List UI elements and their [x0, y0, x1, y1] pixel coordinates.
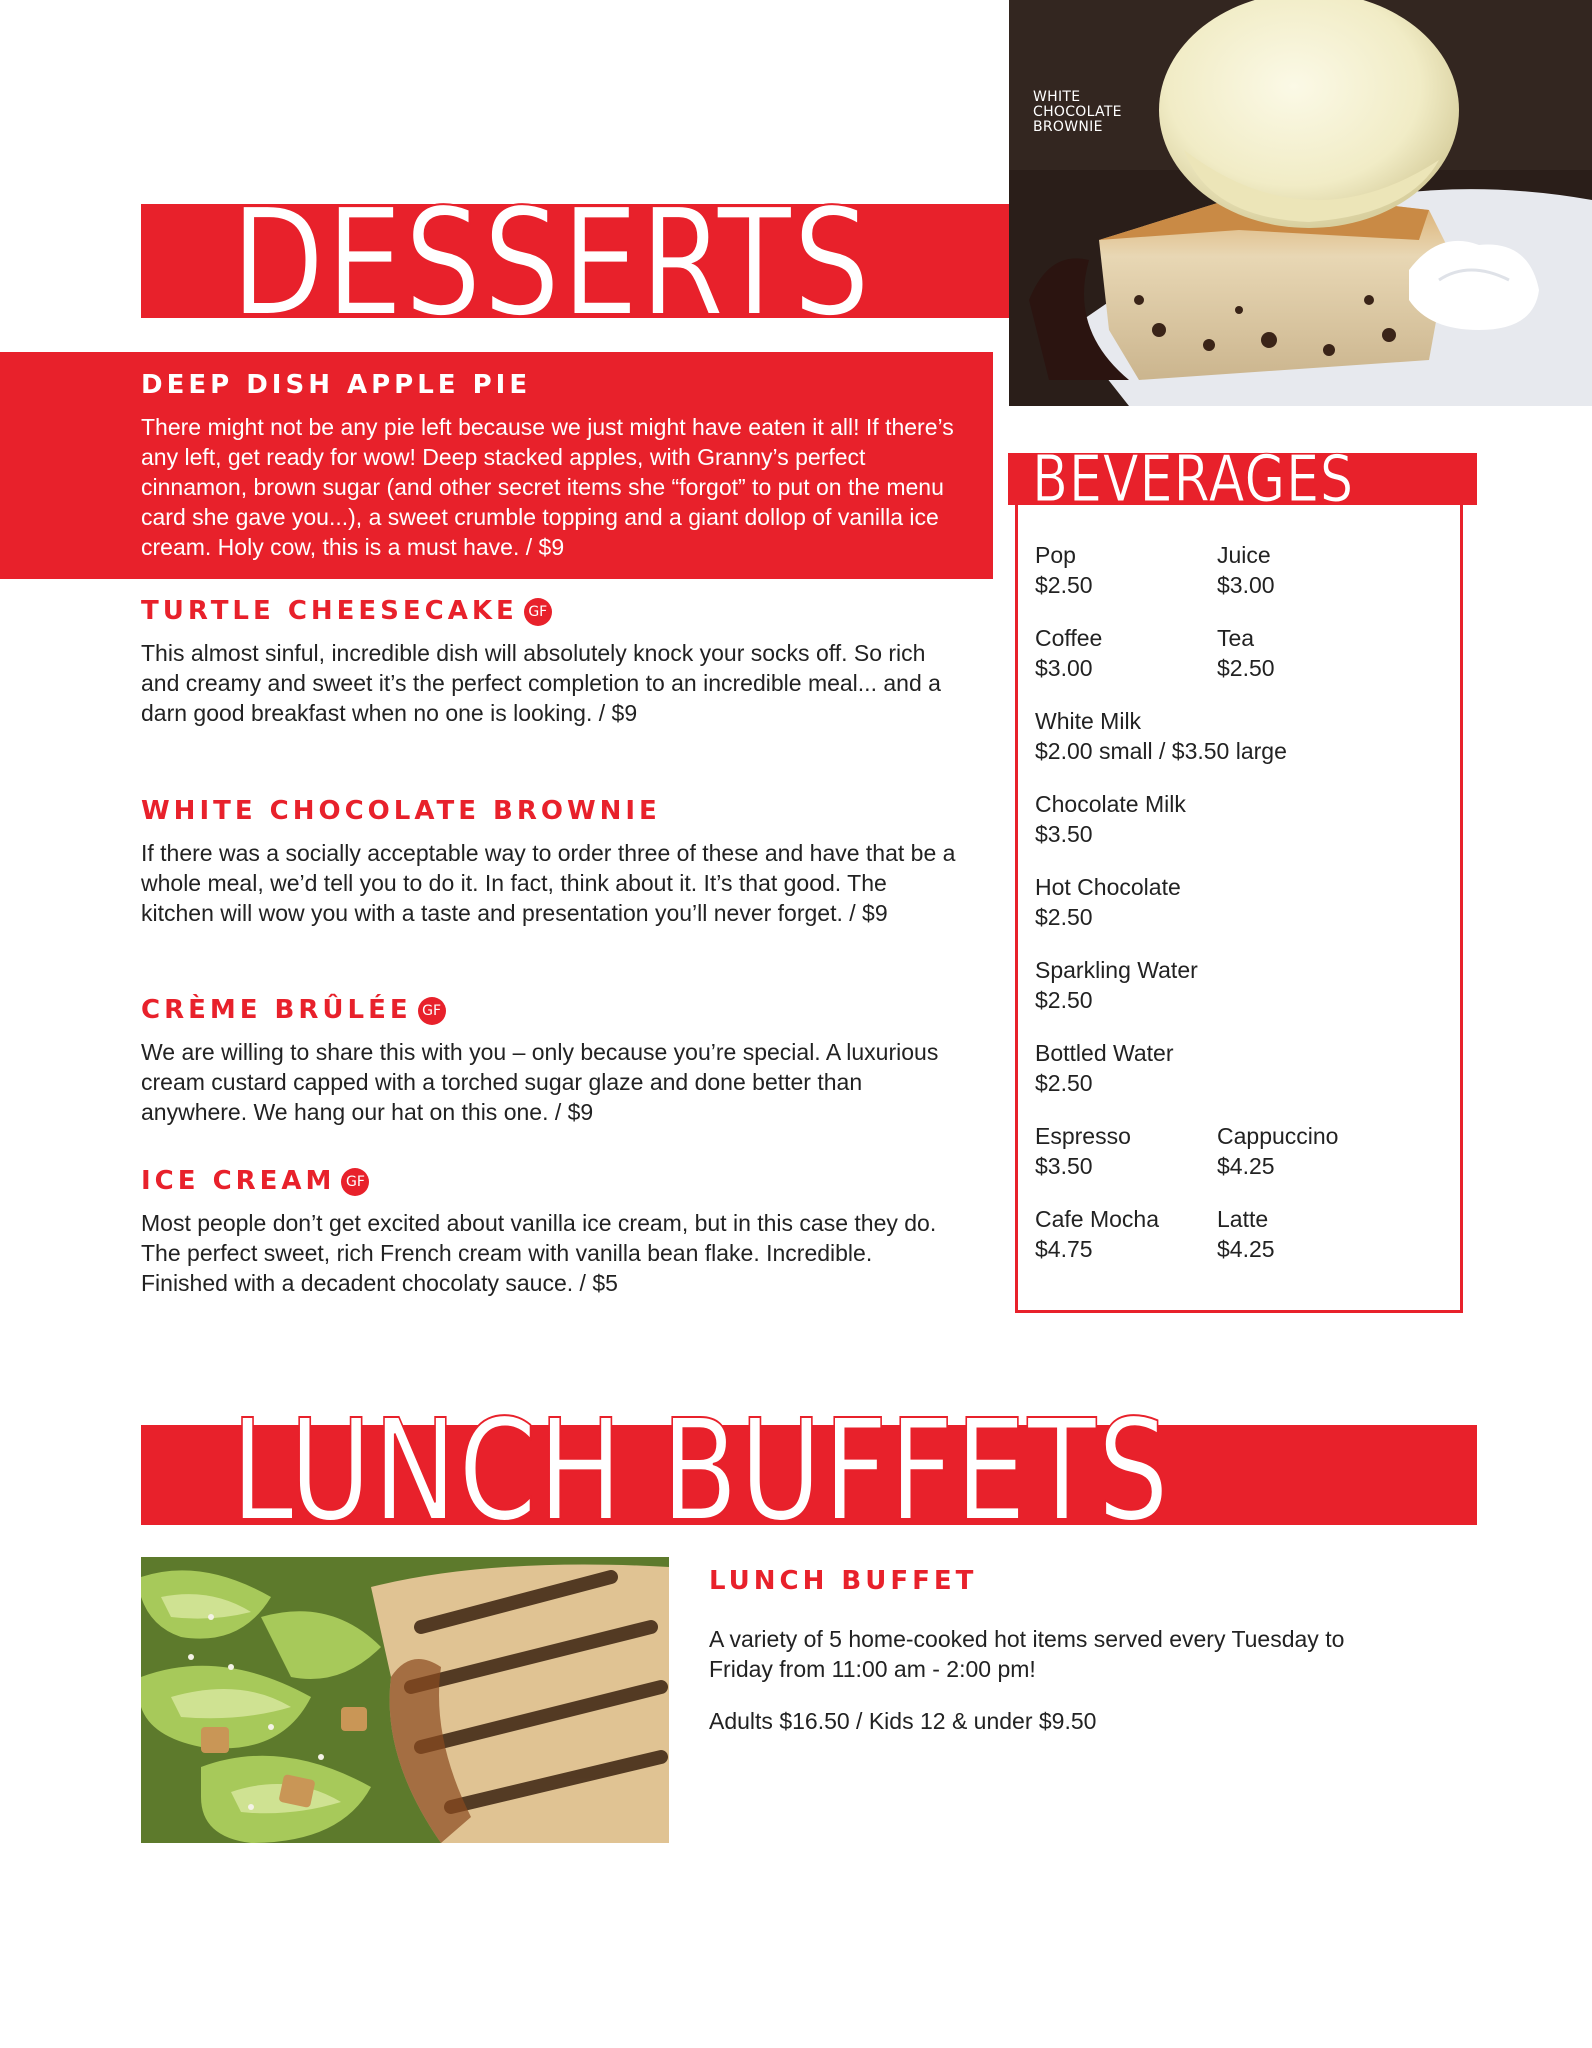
dessert-description: This almost sinful, incredible dish will absolutely knock your socks off. So rich and creamy and sweet it’s the perfect completion to an incredible meal... and a darn good breakfast when no one is looking. / $9 — [141, 640, 941, 726]
beverage-item — [1035, 706, 1287, 766]
gluten-free-icon: GF — [524, 598, 552, 626]
dessert-name: WHITE CHOCOLATE BROWNIE — [141, 796, 661, 826]
beverage-item — [1035, 1121, 1131, 1181]
dessert-item — [141, 995, 961, 1127]
beverage-name: Juice — [1217, 542, 1271, 568]
dessert-item — [141, 1166, 961, 1298]
beverage-item — [1035, 955, 1198, 1015]
dessert-name — [141, 1166, 961, 1196]
beverage-price: $3.50 — [1035, 821, 1093, 847]
lunch-title-band — [141, 1390, 1477, 1553]
beverages-title: BEVERAGES — [1032, 443, 1355, 517]
beverage-name: Hot Chocolate — [1035, 874, 1181, 900]
dessert-description: There might not be any pie left because we just might have eaten it all! If there’s any left, get ready for wow! Deep stacked apples, with Granny’s perfect cinnamon, brown sugar (and other secret items she “forgot” to put on the menu card she gave you...), a sweet crumble topping and a giant dollop of vanilla ice cream. Holy cow, this is a must have. / $9 — [141, 414, 954, 560]
lunch-prices: Adults $16.50 / Kids 12 & under $9.50 — [709, 1708, 1097, 1734]
beverage-price: $3.50 — [1035, 1153, 1093, 1179]
beverage-item — [1035, 789, 1186, 849]
dessert-name — [141, 596, 961, 626]
beverage-name: Cappuccino — [1217, 1123, 1339, 1149]
gluten-free-icon: GF — [418, 997, 446, 1025]
beverage-item — [1035, 872, 1181, 932]
featured-dessert-box — [0, 352, 993, 579]
dessert-name — [141, 995, 961, 1025]
caption-line: BROWNIE — [1033, 119, 1103, 135]
beverage-price: $2.50 — [1035, 987, 1093, 1013]
beverages-title-band — [1008, 443, 1477, 517]
dessert-name-text: ICE CREAM — [141, 1166, 336, 1196]
beverage-price: $4.25 — [1217, 1236, 1275, 1262]
beverage-price: $2.00 small / $3.50 large — [1035, 738, 1287, 764]
gluten-free-icon: GF — [341, 1168, 369, 1196]
salad-chicken-illustration — [141, 1557, 669, 1843]
beverage-name: Latte — [1217, 1206, 1269, 1232]
lunch-item-name: LUNCH BUFFET — [709, 1566, 978, 1596]
dessert-name-text: CRÈME BRÛLÉE — [141, 995, 412, 1025]
beverage-price: $3.00 — [1217, 572, 1275, 598]
beverage-name: Tea — [1217, 625, 1255, 651]
photo-caption — [1033, 90, 1153, 135]
caption-line: CHOCOLATE — [1033, 104, 1122, 120]
beverage-name: Cafe Mocha — [1035, 1206, 1160, 1232]
beverage-item — [1035, 623, 1102, 683]
beverage-name: White Milk — [1035, 708, 1142, 734]
brownie-illustration — [1009, 0, 1592, 406]
beverage-price: $3.00 — [1035, 655, 1093, 681]
beverage-name: Sparkling Water — [1035, 957, 1198, 983]
beverage-name: Pop — [1035, 542, 1076, 568]
desserts-title-band — [141, 177, 1009, 349]
beverage-item — [1217, 540, 1275, 600]
caption-line: WHITE — [1033, 89, 1081, 105]
dessert-item — [141, 370, 971, 562]
dessert-description: We are willing to share this with you – only because you’re special. A luxurious cream custard capped with a torched sugar glaze and done better than anywhere. We hang our hat on this one. / $9 — [141, 1039, 939, 1125]
beverage-price: $2.50 — [1035, 1070, 1093, 1096]
beverage-price: $2.50 — [1035, 572, 1093, 598]
dessert-name: DEEP DISH APPLE PIE — [141, 370, 532, 400]
beverage-item — [1217, 1121, 1338, 1181]
dessert-description: If there was a socially acceptable way to order three of these and have that be a whole meal, we’d tell you to do it. In fact, think about it. It’s that good. The kitchen will wow you with a taste and presentation you’ll never forget. / $9 — [141, 840, 956, 926]
beverage-name: Chocolate Milk — [1035, 791, 1186, 817]
lunch-item — [709, 1566, 1409, 1736]
beverage-name: Coffee — [1035, 625, 1103, 651]
dessert-photo — [1009, 0, 1592, 406]
dessert-description: Most people don’t get excited about vanilla ice cream, but in this case they do. The perfect sweet, rich French cream with vanilla bean flake. Incredible. Finished with a decadent chocolaty sauce. / $5 — [141, 1210, 937, 1296]
beverage-name: Espresso — [1035, 1123, 1131, 1149]
dessert-name-text: TURTLE CHEESECAKE — [141, 596, 518, 626]
dessert-item — [141, 596, 961, 728]
beverage-price: $2.50 — [1035, 904, 1093, 930]
beverage-item — [1035, 540, 1093, 600]
beverage-price: $4.25 — [1217, 1153, 1275, 1179]
lunch-description: A variety of 5 home-cooked hot items served every Tuesday to Friday from 11:00 am - 2:00 pm! — [709, 1626, 1345, 1682]
beverage-price: $4.75 — [1035, 1236, 1093, 1262]
beverage-item — [1217, 623, 1275, 683]
beverage-name: Bottled Water — [1035, 1040, 1174, 1066]
lunch-title: LUNCH BUFFETS — [231, 1390, 1171, 1553]
beverage-item — [1035, 1204, 1159, 1264]
desserts-title: DESSERTS — [231, 177, 872, 349]
lunch-photo — [141, 1557, 669, 1843]
beverage-item — [1035, 1038, 1173, 1098]
dessert-item — [141, 796, 961, 928]
beverage-item — [1217, 1204, 1275, 1264]
beverage-price: $2.50 — [1217, 655, 1275, 681]
